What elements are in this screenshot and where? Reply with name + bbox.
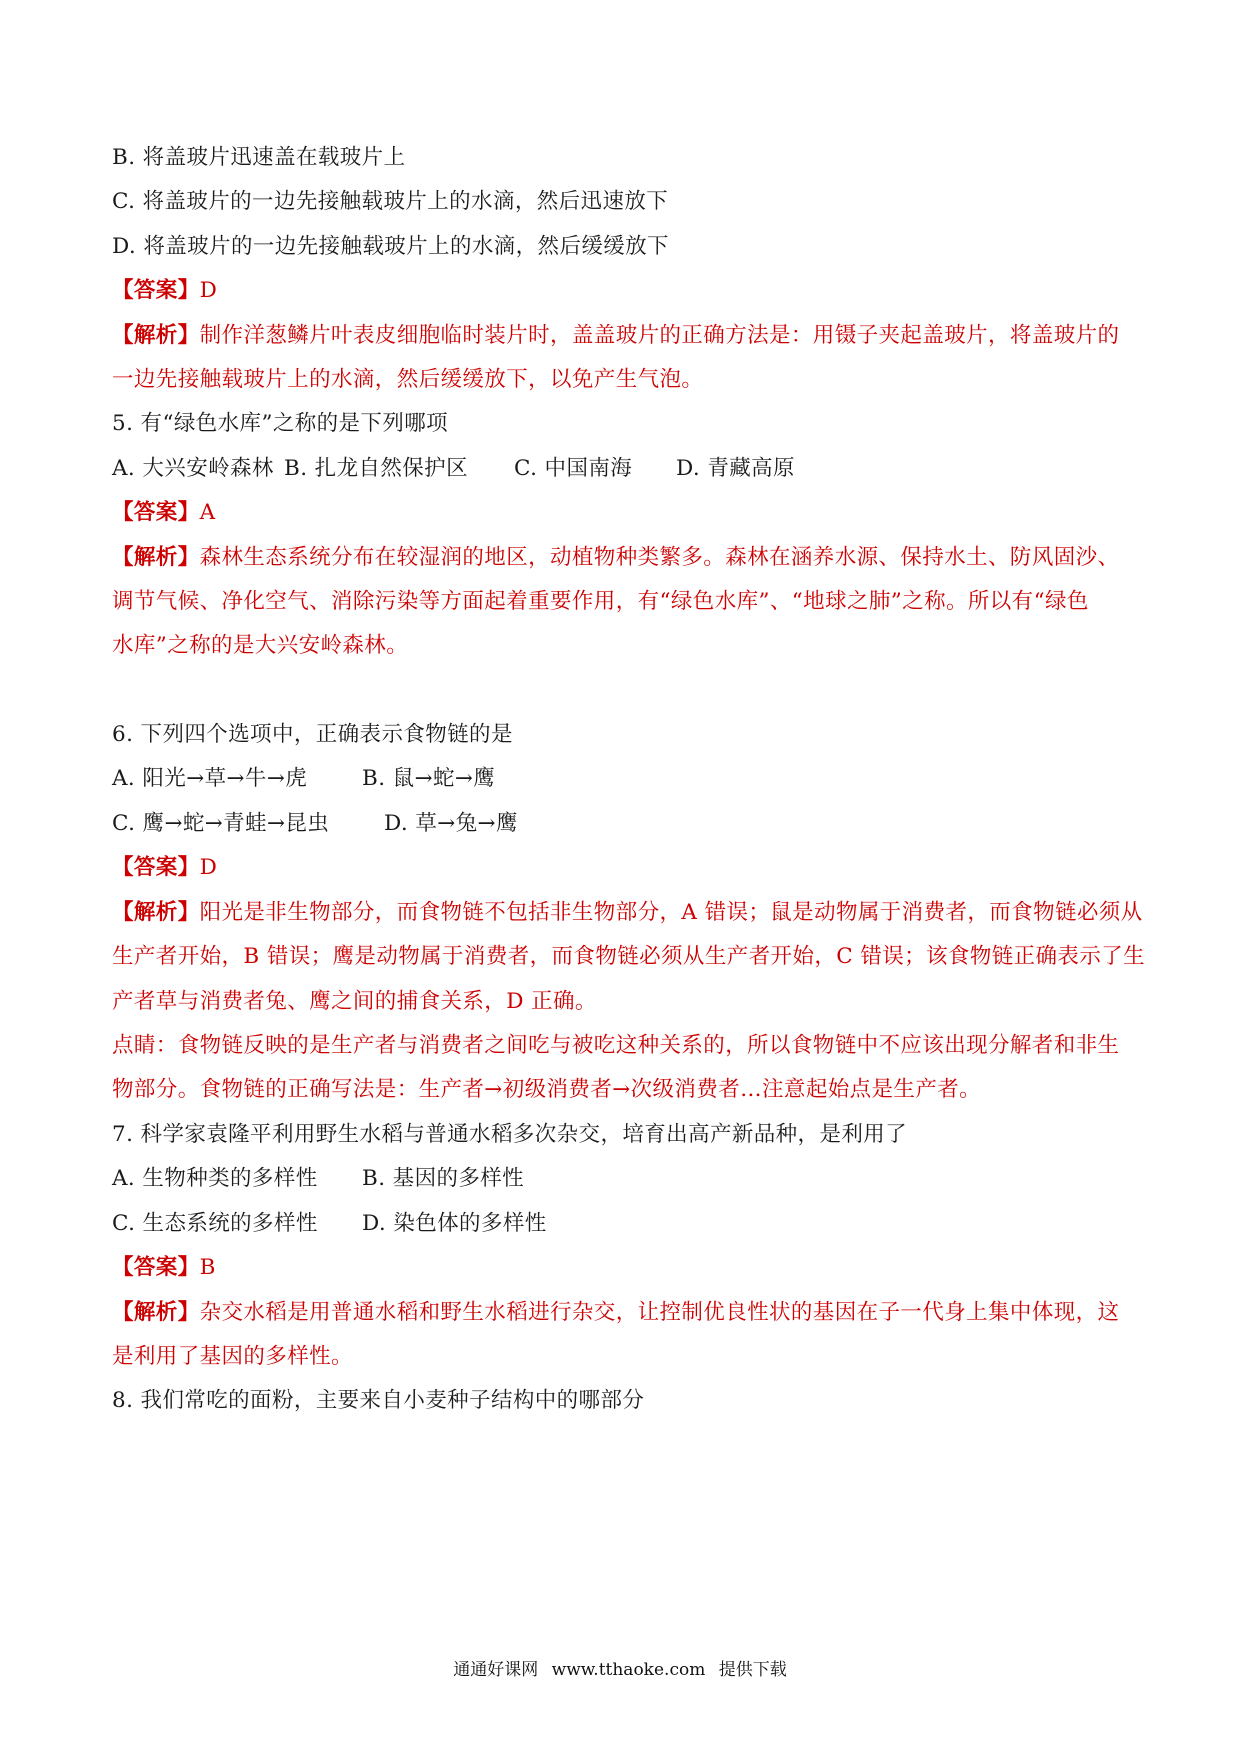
q5-option-a: A. 大兴安岭森林 (112, 456, 274, 481)
q7-answer (112, 1255, 1132, 1281)
q6-analysis-line-2: 生产者开始，B 错误；鹰是动物属于消费者，而食物链必须从生产者开始，C 错误；该食物链正确表示了生 (112, 944, 1146, 969)
q5-option-b: B. 扎龙自然保护区 (284, 456, 468, 481)
answer-tag: 【答案】 (112, 500, 200, 525)
q6-tip-line-2: 物部分。食物链的正确写法是：生产者→初级消费者→次级消费者…注意起始点是生产者。 (112, 1077, 982, 1102)
footer-note: 提供下载 (718, 1660, 787, 1680)
q4-answer (112, 278, 1132, 304)
answer-tag: 【答案】 (112, 278, 200, 303)
answer-value: B (199, 1255, 216, 1280)
analysis-tag: 【解析】 (112, 323, 200, 348)
q4-analysis-line-2: 一边先接触载玻片上的水滴，然后缓缓放下，以免产生气泡。 (112, 367, 704, 392)
analysis-tag: 【解析】 (112, 900, 200, 925)
q4-analysis-line-1 (112, 323, 1132, 349)
analysis-text: 阳光是非生物部分，而食物链不包括非生物部分，A 错误；鼠是动物属于消费者，而食物链必须从 (199, 900, 1143, 925)
q5-options (112, 456, 1132, 482)
q6-answer (112, 855, 1132, 881)
answer-value: D (199, 278, 218, 303)
q6-option-d: D. 草→兔→鹰 (384, 811, 518, 836)
q5-option-d: D. 青藏高原 (676, 456, 795, 481)
answer-value: D (199, 855, 218, 880)
q6-tip-line-1: 点睛：食物链反映的是生产者与消费者之间吃与被吃这种关系的，所以食物链中不应该出现分解者和非生 (112, 1033, 1120, 1058)
analysis-tag: 【解析】 (112, 1300, 200, 1325)
analysis-text: 杂交水稻是用普通水稻和野生水稻进行杂交，让控制优良性状的基因在子一代身上集中体现，这 (199, 1300, 1120, 1325)
q6-option-c: C. 鹰→蛇→青蛙→昆虫 (112, 811, 330, 836)
page-footer (0, 1658, 1240, 1682)
q5-analysis-line-3: 水库”之称的是大兴安岭森林。 (112, 633, 409, 658)
q6-option-a: A. 阳光→草→牛→虎 (112, 766, 308, 791)
q4-option-c: C. 将盖玻片的一边先接触载玻片上的水滴，然后迅速放下 (112, 189, 669, 214)
q7-options-row-2 (112, 1211, 1132, 1237)
q5-option-c: C. 中国南海 (514, 456, 633, 481)
q6-options-row-2 (112, 811, 1132, 837)
q8-stem: 8. 我们常吃的面粉，主要来自小麦种子结构中的哪部分 (112, 1388, 645, 1413)
footer-url[interactable]: www.tthaoke.com (551, 1660, 706, 1680)
q5-analysis-line-2: 调节气候、净化空气、消除污染等方面起着重要作用，有“绿色水库”、“地球之肺”之称。所以有“绿色 (112, 589, 1089, 614)
q7-option-a: A. 生物种类的多样性 (112, 1166, 318, 1191)
analysis-tag: 【解析】 (112, 545, 200, 570)
q7-analysis-line-2: 是利用了基因的多样性。 (112, 1344, 353, 1369)
q5-stem: 5. 有“绿色水库”之称的是下列哪项 (112, 411, 449, 436)
q4-option-b: B. 将盖玻片迅速盖在载玻片上 (112, 145, 406, 170)
q6-analysis-line-3: 产者草与消费者兔、鹰之间的捕食关系，D 正确。 (112, 989, 597, 1014)
q7-options-row-1 (112, 1166, 1132, 1192)
analysis-text: 森林生态系统分布在较湿润的地区，动植物种类繁多。森林在涵养水源、保持水土、防风固沙、 (199, 545, 1120, 570)
analysis-text: 制作洋葱鳞片叶表皮细胞临时装片时，盖盖玻片的正确方法是：用镊子夹起盖玻片，将盖玻片的 (199, 323, 1120, 348)
q4-option-d: D. 将盖玻片的一边先接触载玻片上的水滴，然后缓缓放下 (112, 234, 669, 259)
q6-option-b: B. 鼠→蛇→鹰 (362, 766, 496, 791)
q7-stem: 7. 科学家袁隆平利用野生水稻与普通水稻多次杂交，培育出高产新品种，是利用了 (112, 1122, 908, 1147)
q5-analysis-line-1 (112, 545, 1132, 571)
answer-tag: 【答案】 (112, 1255, 200, 1280)
q6-stem: 6. 下列四个选项中，正确表示食物链的是 (112, 722, 513, 747)
q6-options-row-1 (112, 766, 1132, 792)
q5-answer (112, 500, 1132, 526)
q7-option-d: D. 染色体的多样性 (362, 1211, 547, 1236)
answer-value: A (199, 500, 216, 525)
q7-analysis-line-1 (112, 1300, 1132, 1326)
q7-option-b: B. 基因的多样性 (362, 1166, 525, 1191)
footer-site-name: 通通好课网 (453, 1660, 539, 1680)
q7-option-c: C. 生态系统的多样性 (112, 1211, 318, 1236)
answer-tag: 【答案】 (112, 855, 200, 880)
q6-analysis-line-1 (112, 900, 1143, 926)
